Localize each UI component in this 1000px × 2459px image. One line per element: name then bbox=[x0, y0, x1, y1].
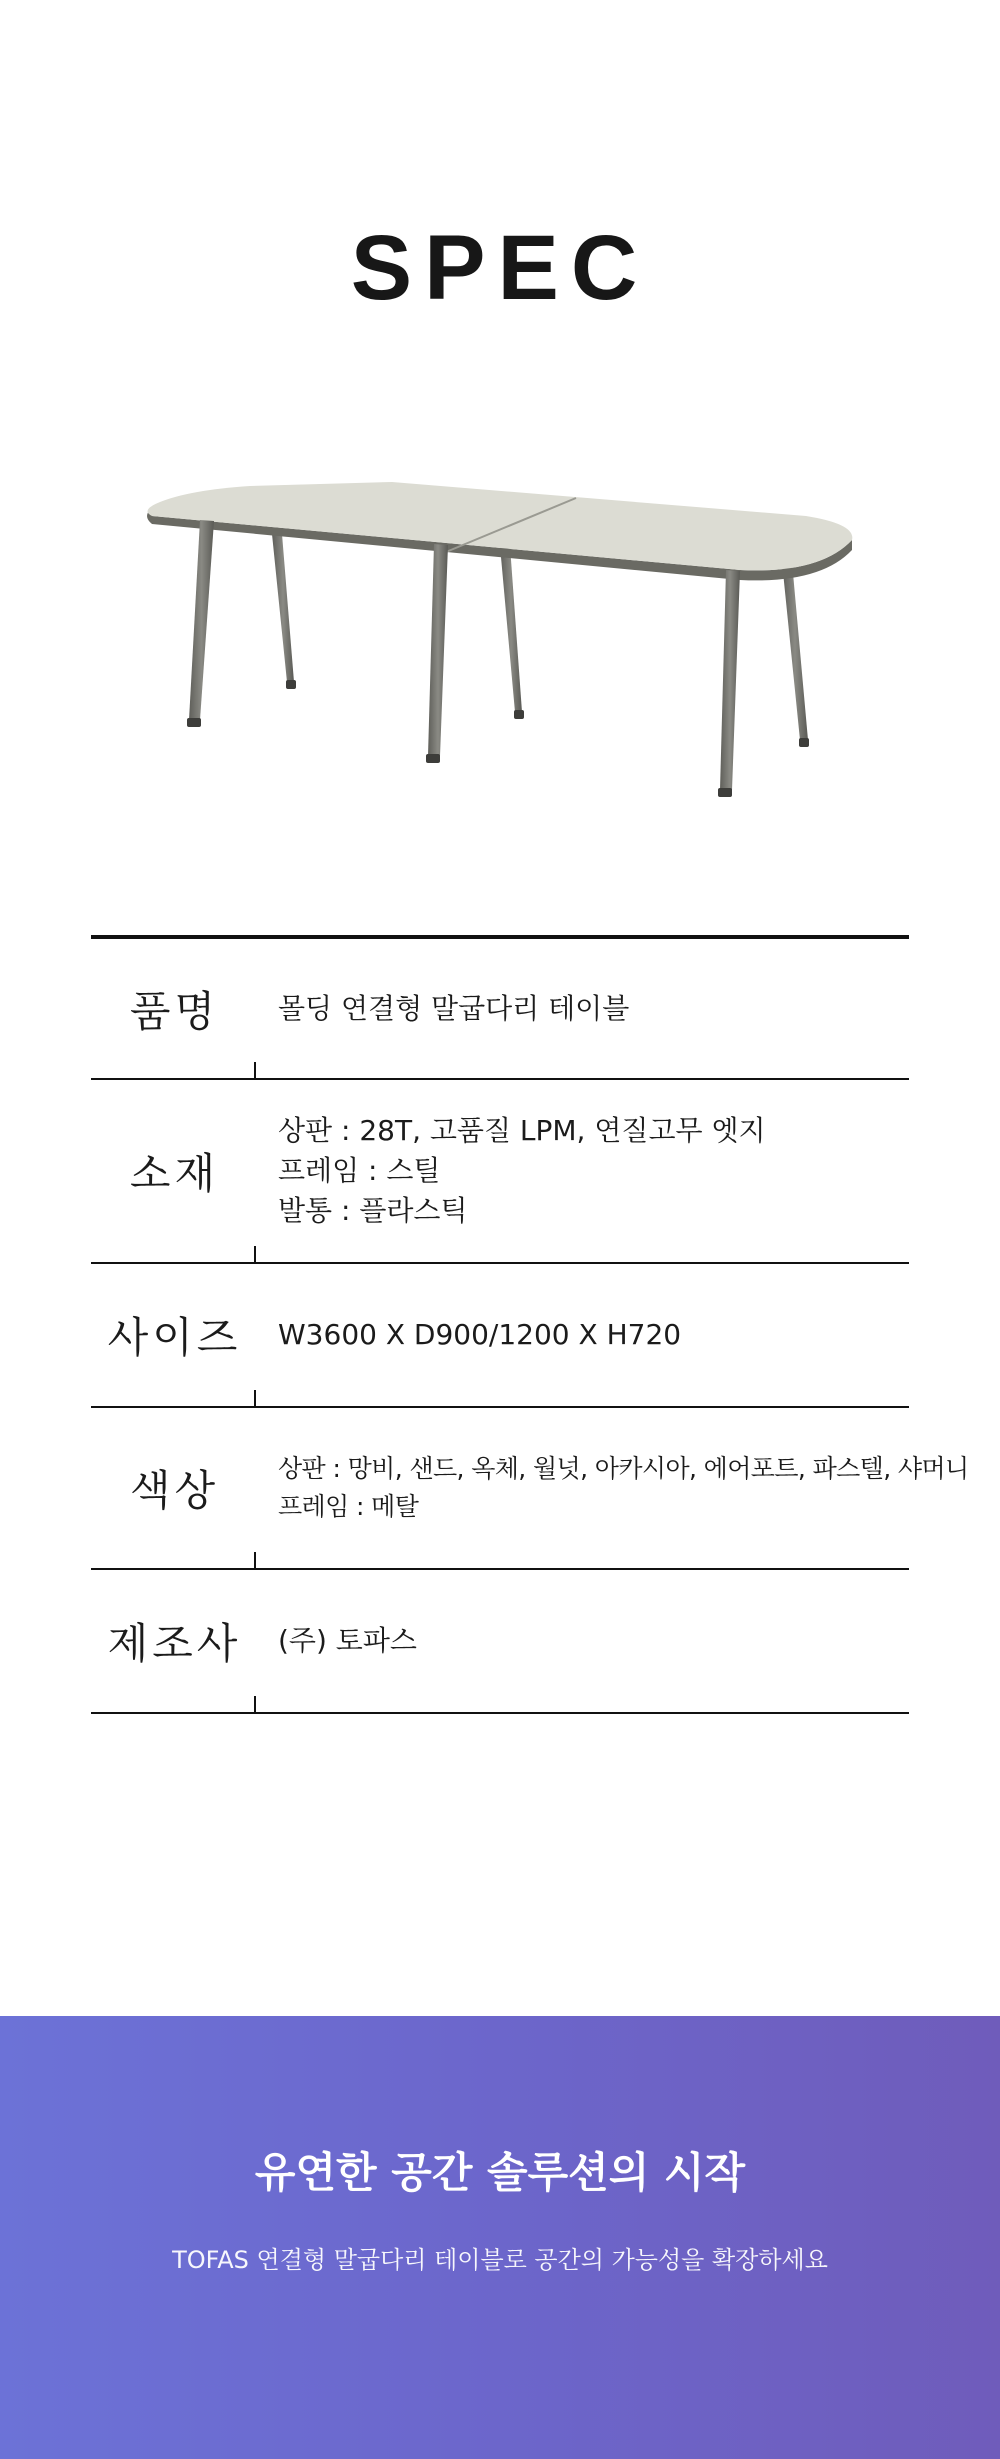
spec-label: 품명 bbox=[129, 986, 220, 1036]
conference-table-illustration bbox=[130, 470, 870, 810]
row-divider-tick bbox=[254, 1062, 256, 1078]
spec-row-material bbox=[91, 1080, 909, 1264]
row-divider-tick bbox=[254, 1552, 256, 1568]
spec-value bbox=[254, 1111, 909, 1231]
row-divider-tick bbox=[254, 1390, 256, 1406]
spec-value-line: 몰딩 연결형 말굽다리 테이블 bbox=[278, 991, 630, 1025]
spec-value bbox=[254, 1450, 969, 1526]
spec-row-product-name bbox=[91, 939, 909, 1080]
spec-value bbox=[254, 1315, 909, 1355]
spec-value-line: 상판 : 28T, 고품질 LPM, 연질고무 엣지 bbox=[278, 1114, 766, 1147]
spec-label: 색상 bbox=[129, 1466, 220, 1515]
spec-value bbox=[254, 1621, 909, 1661]
row-divider-tick bbox=[254, 1696, 256, 1712]
spec-value-line: W3600 X D900/1200 X H720 bbox=[278, 1318, 682, 1351]
spec-label: 소재 bbox=[129, 1149, 220, 1198]
spec-label: 사이즈 bbox=[107, 1313, 242, 1362]
spec-value-line: 상판 : 망비, 샌드, 옥체, 월넛, 아카시아, 에어포트, 파스텔, 샤머니 bbox=[278, 1454, 969, 1483]
spec-value-line: 프레임 : 스틸 bbox=[278, 1154, 441, 1187]
promo-banner bbox=[0, 2016, 1000, 2459]
spec-value bbox=[254, 989, 909, 1029]
spec-label: 제조사 bbox=[107, 1619, 242, 1668]
spec-row-color bbox=[91, 1408, 969, 1570]
spec-value-line: 발통 : 플라스틱 bbox=[278, 1194, 468, 1227]
spec-table bbox=[91, 935, 969, 1714]
spec-value-line: 프레임 : 메탈 bbox=[278, 1492, 419, 1521]
row-divider-tick bbox=[254, 1246, 256, 1262]
spec-row-manufacturer bbox=[91, 1570, 909, 1714]
banner-subheading: TOFAS 연결형 말굽다리 테이블로 공간의 가능성을 확장하세요 bbox=[172, 2246, 828, 2274]
banner-heading: 유연한 공간 솔루션의 시작 bbox=[254, 2148, 746, 2197]
page-title: SPEC bbox=[350, 217, 650, 319]
spec-value-line: (주) 토파스 bbox=[278, 1624, 417, 1657]
spec-row-size bbox=[91, 1264, 909, 1408]
